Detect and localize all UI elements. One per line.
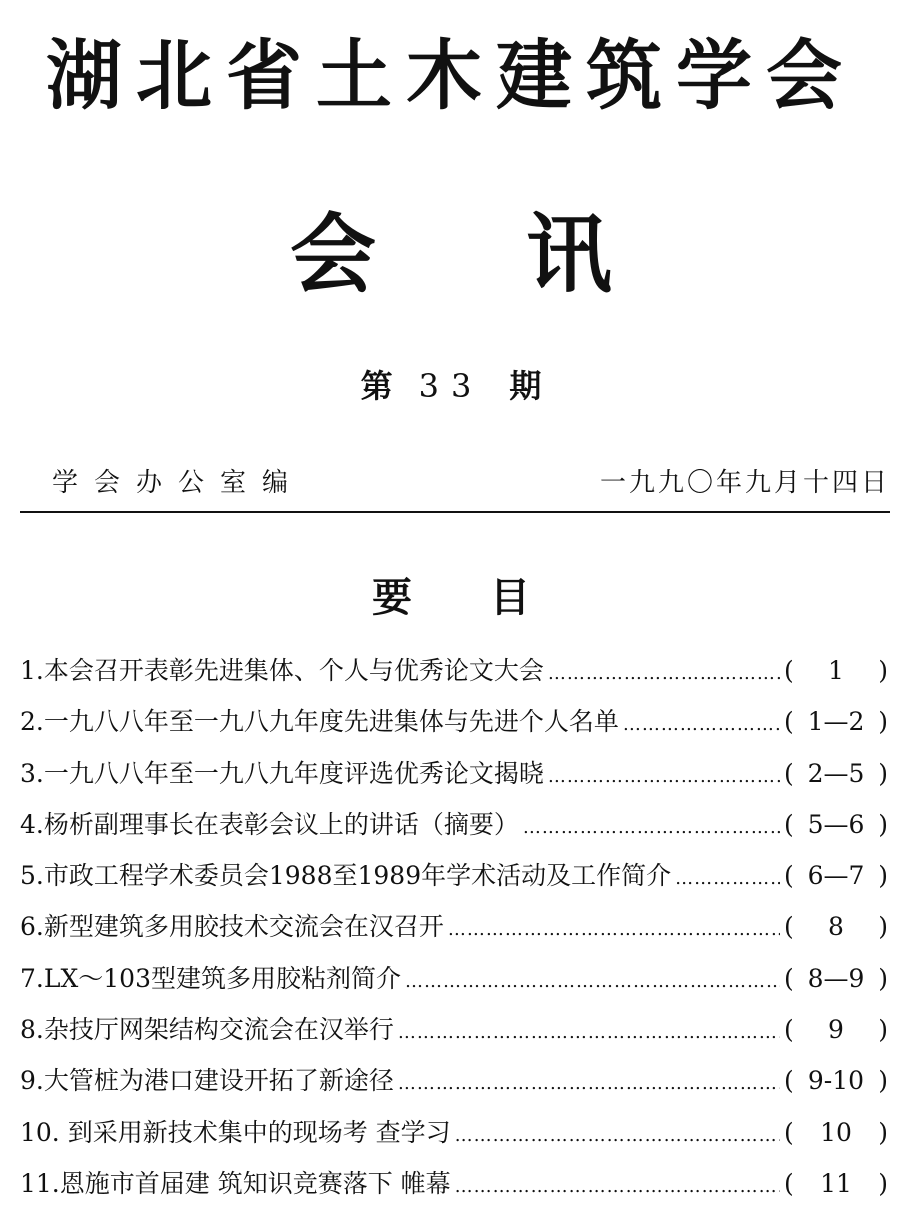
dot-leader bbox=[548, 751, 780, 802]
toc-item bbox=[20, 1158, 888, 1209]
toc-item bbox=[20, 696, 888, 747]
toc-item-pages: ( 10 ) bbox=[784, 1107, 888, 1158]
header-divider bbox=[20, 511, 890, 513]
dot-leader bbox=[405, 956, 780, 1007]
toc-heading bbox=[0, 574, 902, 621]
table-of-contents bbox=[20, 645, 888, 1209]
publication-title bbox=[0, 205, 902, 305]
dot-leader bbox=[523, 802, 780, 853]
toc-item-title: 1.本会召开表彰先进集体、个人与优秀论文大会 bbox=[20, 656, 544, 685]
dot-leader bbox=[675, 853, 780, 904]
toc-item-page-range: 9 bbox=[828, 1015, 844, 1045]
dot-leader bbox=[455, 1110, 780, 1161]
toc-item-page-range: 10 bbox=[820, 1117, 852, 1147]
toc-item-page-range: 1—2 bbox=[807, 707, 865, 737]
toc-item-title: 7.LX～103型建筑多用胶粘剂简介 bbox=[20, 963, 401, 993]
toc-item-pages: ( 6—7 ) bbox=[784, 850, 888, 901]
dot-leader bbox=[448, 904, 780, 955]
toc-item-page-range: 9-10 bbox=[807, 1066, 865, 1096]
toc-item bbox=[20, 901, 888, 952]
toc-item-title: 3.一九八八年至一九八九年度评选优秀论文揭晓 bbox=[20, 758, 544, 788]
toc-item bbox=[20, 748, 888, 799]
toc-item bbox=[20, 645, 888, 696]
toc-item-pages: ( 5—6 ) bbox=[784, 799, 888, 850]
toc-item-pages: ( 11 ) bbox=[784, 1158, 888, 1209]
dot-leader bbox=[548, 648, 780, 699]
editor-credit: 学会办公室编 bbox=[52, 468, 305, 498]
toc-item-title: 6.新型建筑多用胶技术交流会在汉召开 bbox=[20, 912, 444, 942]
dot-leader bbox=[455, 1161, 780, 1212]
toc-item bbox=[20, 953, 888, 1004]
dot-leader bbox=[398, 1007, 780, 1058]
toc-item-pages: ( 9-10 ) bbox=[784, 1055, 888, 1106]
toc-item-page-range: 5—6 bbox=[807, 809, 865, 839]
issue-number: 33 bbox=[418, 367, 484, 405]
toc-item-page-range: 8—9 bbox=[807, 963, 865, 993]
organization-title: 湖北省土木建筑学会 bbox=[46, 31, 856, 120]
publication-title-char-1: 会 bbox=[290, 205, 376, 305]
toc-item-pages: ( 8 ) bbox=[784, 901, 888, 952]
toc-item-page-range: 1 bbox=[828, 656, 844, 685]
toc-item-page-range: 8 bbox=[828, 912, 844, 942]
toc-item bbox=[20, 799, 888, 850]
toc-item-pages: ( 9 ) bbox=[784, 1004, 888, 1055]
toc-item-page-range: 11 bbox=[820, 1168, 852, 1198]
toc-heading-char-2: 目 bbox=[490, 574, 530, 621]
issue-suffix: 期 bbox=[509, 367, 542, 405]
toc-item-title: 8.杂技厅网架结构交流会在汉举行 bbox=[20, 1015, 394, 1045]
toc-item-title: 5.市政工程学术委员会1988至1989年学术活动及工作简介 bbox=[20, 861, 672, 891]
toc-item-page-range: 2—5 bbox=[807, 758, 865, 788]
toc-item bbox=[20, 1055, 888, 1106]
publication-date: 一九九〇年九月十四日 bbox=[599, 468, 890, 498]
toc-heading-char-1: 要 bbox=[372, 574, 412, 621]
toc-item-title: 9.大管桩为港口建设开拓了新途径 bbox=[20, 1066, 394, 1096]
dot-leader bbox=[398, 1058, 780, 1109]
toc-item-pages: ( 8—9 ) bbox=[784, 953, 888, 1004]
publication-title-char-2: 讯 bbox=[526, 205, 612, 305]
toc-item-title: 4.杨析副理事长在表彰会议上的讲话（摘要） bbox=[20, 809, 519, 839]
dot-leader bbox=[623, 699, 780, 750]
toc-item bbox=[20, 850, 888, 901]
toc-item-title: 11.恩施市首届建 筑知识竞赛落下 帷幕 bbox=[20, 1168, 451, 1198]
toc-item bbox=[20, 1107, 888, 1158]
issue-number-line bbox=[0, 367, 902, 405]
toc-item-page-range: 6—7 bbox=[807, 861, 865, 891]
toc-item-title: 10. 到采用新技术集中的现场考 查学习 bbox=[20, 1117, 451, 1147]
toc-item-pages: ( 1 ) bbox=[784, 645, 888, 696]
toc-item-title: 2.一九八八年至一九八九年度先进集体与先进个人名单 bbox=[20, 707, 619, 737]
toc-item-pages: ( 2—5 ) bbox=[784, 748, 888, 799]
toc-item-pages: ( 1—2 ) bbox=[784, 696, 888, 747]
toc-item bbox=[20, 1004, 888, 1055]
issue-prefix: 第 bbox=[360, 367, 393, 405]
